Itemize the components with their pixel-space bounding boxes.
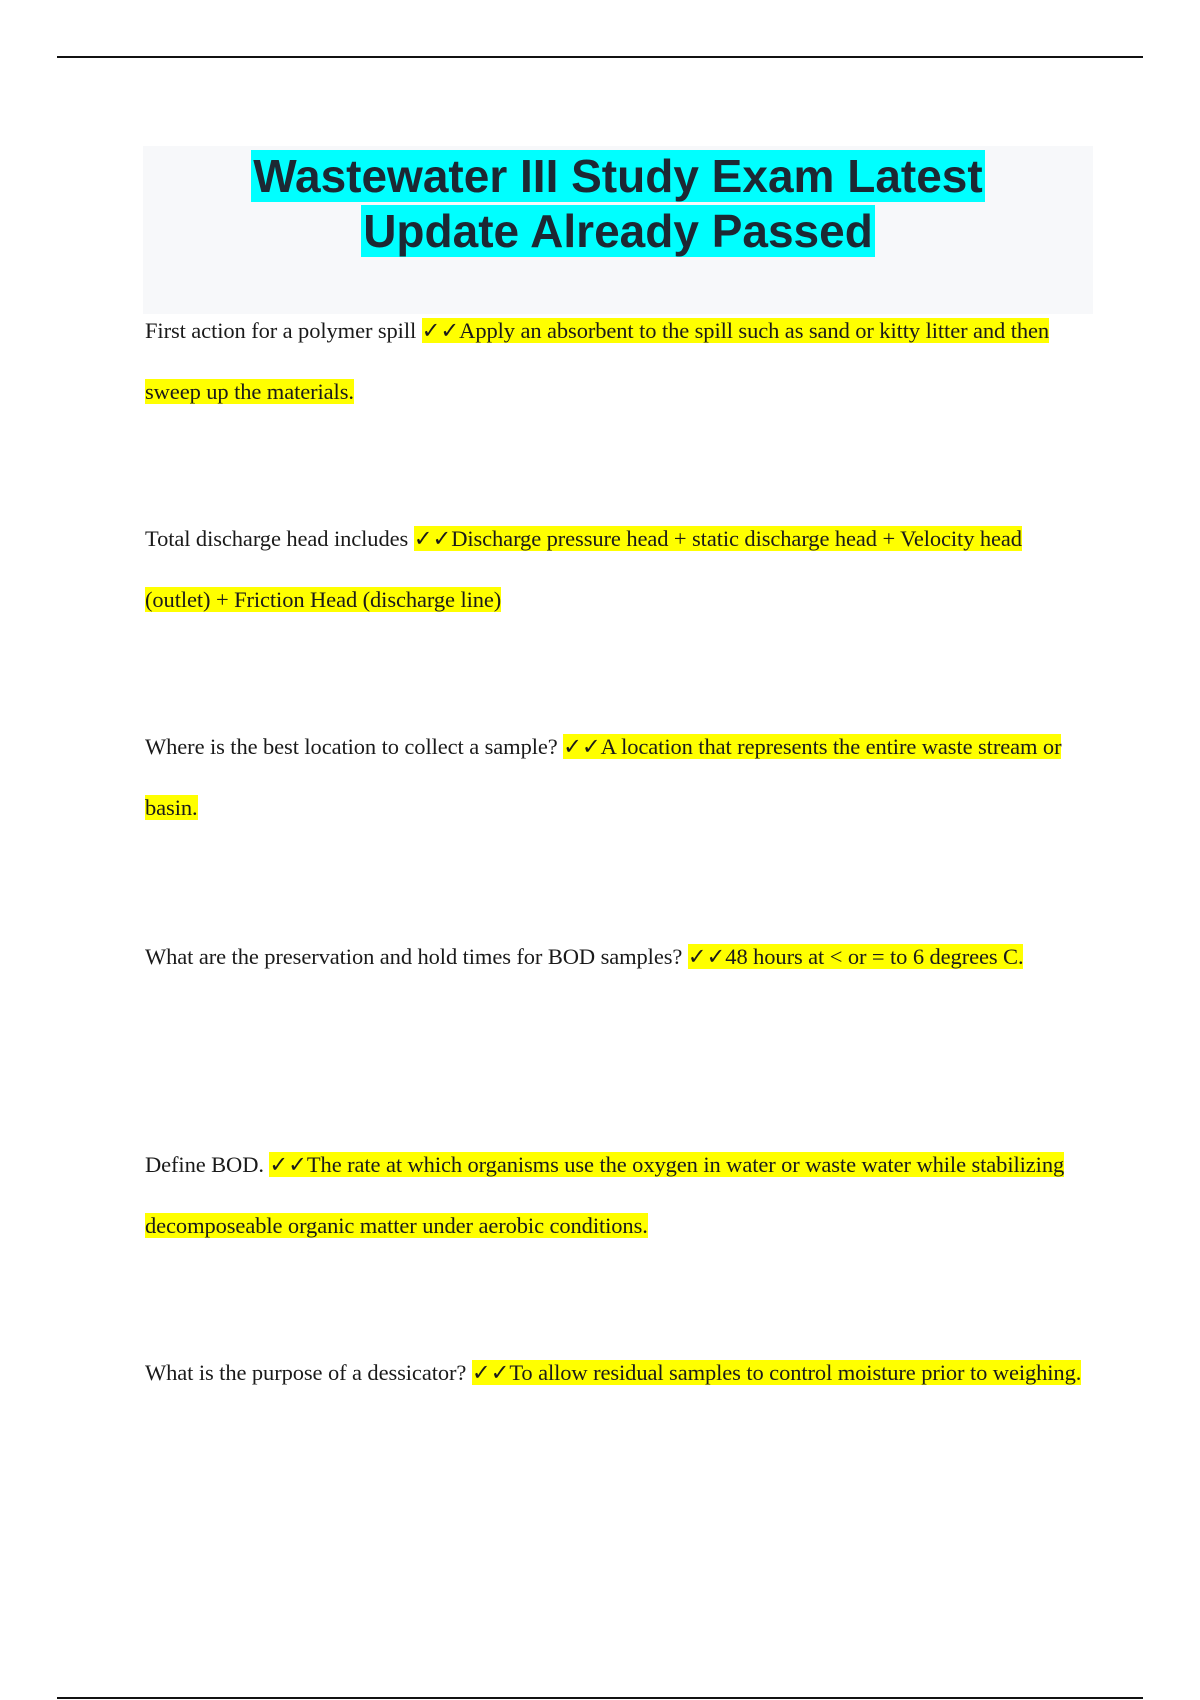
qa-item: [145, 300, 1085, 422]
question-text: What are the preservation and hold times for BOD samples?: [145, 944, 683, 969]
title-line-1: Wastewater III Study Exam Latest: [253, 150, 983, 202]
answer-text: ✓✓The rate at which organisms use the oxygen in water or waste water while stabilizing decomposeable organic matter under aerobic conditions.: [145, 1152, 1065, 1238]
answer-text: ✓✓Apply an absorbent to the spill such as sand or kitty litter and then sweep up the materials.: [145, 318, 1050, 404]
title-line-2: Update Already Passed: [363, 205, 873, 257]
answer-text: ✓✓Discharge pressure head + static discharge head + Velocity head (outlet) + Friction Head (discharge line): [145, 526, 1022, 612]
question-text: First action for a polymer spill: [145, 318, 417, 343]
qa-item: [145, 926, 1085, 987]
bottom-rule: [57, 1697, 1143, 1699]
question-text: Define BOD.: [145, 1152, 264, 1177]
question-text: What is the purpose of a dessicator?: [145, 1360, 467, 1385]
answer-text: ✓✓A location that represents the entire waste stream or basin.: [145, 734, 1062, 820]
qa-item: [145, 1342, 1085, 1403]
question-text: Where is the best location to collect a sample?: [145, 734, 558, 759]
answer-text: ✓✓To allow residual samples to control moisture prior to weighing.: [471, 1360, 1082, 1385]
qa-item: [145, 716, 1085, 838]
qa-item: [145, 508, 1085, 630]
document-title: [143, 146, 1093, 259]
qa-item: [145, 1134, 1085, 1256]
top-rule: [57, 56, 1143, 58]
question-text: Total discharge head includes: [145, 526, 409, 551]
title-block: [143, 146, 1093, 314]
answer-text: ✓✓48 hours at < or = to 6 degrees C.: [687, 944, 1024, 969]
